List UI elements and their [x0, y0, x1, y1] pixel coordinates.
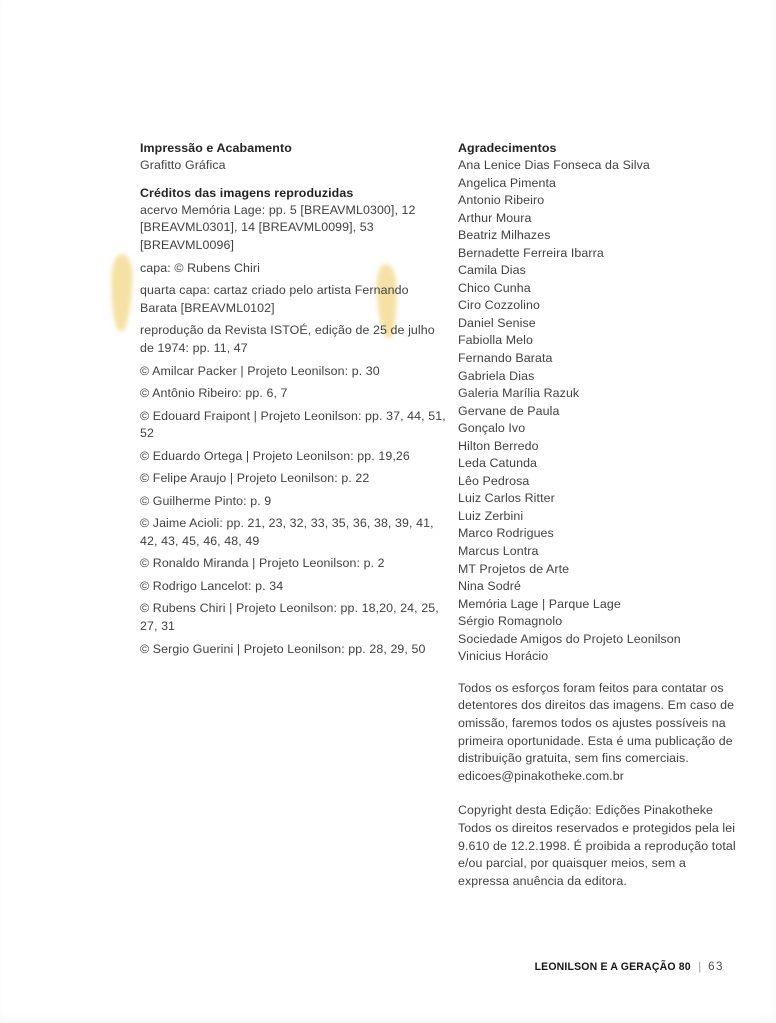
credit-entry: © Edouard Fraipont | Projeto Leonilson: pp. 37, 44, 51, 52	[140, 408, 446, 441]
acknowledged-name: Luiz Carlos Ritter	[458, 491, 555, 506]
credits-heading: Créditos das imagens reproduzidas	[140, 185, 354, 200]
highlight-mark	[110, 254, 134, 333]
acknowledged-name: Beatriz Milhazes	[458, 228, 551, 243]
acknowledged-name: Antonio Ribeiro	[458, 193, 545, 208]
footer-separator: |	[698, 960, 702, 973]
credit-entry: © Jaime Acioli: pp. 21, 23, 32, 33, 35, 36, 38, 39, 41, 42, 43, 45, 46, 48, 49	[140, 516, 434, 548]
copyright-notice: Copyright desta Edição: Edições Pinakotheke Todos os direitos reservados e protegidos pela lei 9.610 de 12.2.1998. É proibida a reprodução total e/ou parcial, por quaisquer meios, sem a expressa anuência da editora.	[458, 803, 736, 888]
printing-company: Grafitto Gráfica	[140, 158, 226, 172]
acknowledged-name: Galeria Marília Razuk	[458, 386, 580, 401]
acknowledged-name: Fernando Barata	[458, 351, 553, 366]
acknowledged-name: Ciro Cozzolino	[458, 298, 540, 313]
acknowledged-name: Sociedade Amigos do Projeto Leonilson	[458, 631, 681, 646]
credit-entry: © Antônio Ribeiro: pp. 6, 7	[140, 386, 288, 401]
acknowledged-name: Nina Sodré	[458, 579, 521, 594]
acknowledged-name: MT Projetos de Arte	[458, 561, 570, 576]
acknowledged-name: Hilton Berredo	[458, 438, 539, 453]
acknowledged-name: Leda Catunda	[458, 456, 538, 471]
acknowledged-name: Vinicius Horácio	[458, 649, 549, 664]
acknowledged-name: Arthur Moura	[458, 210, 532, 225]
acknowledged-name: Angelica Pimenta	[458, 175, 557, 190]
page-number: 63	[708, 960, 724, 973]
credit-entry: © Guilherme Pinto: p. 9	[140, 493, 272, 508]
acknowledged-name: Memória Lage | Parque Lage	[458, 596, 621, 611]
printing-heading: Impressão e Acabamento	[140, 141, 292, 155]
credit-entry: © Amilcar Packer | Projeto Leonilson: p. 30	[140, 363, 380, 378]
credit-entry: acervo Memória Lage: pp. 5 [BREAVML0300], 12 [BREAVML0301], 14 [BREAVML0099], 53 [BREAVML0096]	[140, 202, 416, 253]
credit-entry: © Rubens Chiri | Projeto Leonilson: pp. 18,20, 24, 25, 27, 31	[140, 601, 439, 634]
credits-list	[140, 202, 446, 659]
acknowledged-name: Bernadette Ferreira Ibarra	[458, 245, 604, 260]
credit-entry: © Ronaldo Miranda | Projeto Leonilson: p. 2	[140, 556, 385, 571]
acknowledgements-list	[458, 157, 736, 666]
acknowledged-name: Gonçalo Ivo	[458, 421, 526, 436]
colophon-column	[140, 139, 446, 663]
acknowledged-name: Camila Dias	[458, 263, 526, 278]
acknowledged-name: Marco Rodrigues	[458, 526, 554, 541]
acknowledged-name: Luiz Zerbini	[458, 508, 524, 523]
credit-entry: © Rodrigo Lancelot: p. 34	[140, 578, 284, 593]
credit-entry: quarta capa: cartaz criado pelo artista Fernando Barata [BREAVML0102]	[140, 283, 409, 315]
acknowledged-name: Fabiolla Melo	[458, 333, 533, 348]
acknowledged-name: Sérgio Romagnolo	[458, 614, 563, 629]
credit-entry: © Eduardo Ortega | Projeto Leonilson: pp. 19,26	[140, 448, 410, 463]
rights-notice: Todos os esforços foram feitos para contatar os detentores dos direitos das imagens. Em caso de omissão, faremos todos os ajustes possíveis na primeira oportunidade. Esta é uma publicação de distribuição gratuita, sem fins comerciais. edicoes@pinakotheke.com.br	[458, 680, 735, 783]
acknowledged-name: Daniel Senise	[458, 315, 536, 330]
page-footer	[521, 960, 724, 973]
acknowledged-name: Ana Lenice Dias Fonseca da Silva	[458, 158, 650, 172]
acknowledgements-heading: Agradecimentos	[458, 141, 557, 155]
acknowledged-name: Gabriela Dias	[458, 368, 535, 383]
acknowledged-name: Chico Cunha	[458, 280, 531, 295]
credit-entry: reprodução da Revista ISTOÉ, edição de 25 de julho de 1974: pp. 11, 47	[140, 323, 435, 356]
book-title: LEONILSON E A GERAÇÃO 80	[535, 960, 692, 973]
acknowledged-name: Lêo Pedrosa	[458, 473, 530, 488]
acknowledgements-column	[458, 139, 736, 890]
acknowledged-name: Gervane de Paula	[458, 403, 560, 418]
credit-entry: © Sergio Guerini | Projeto Leonilson: pp. 28, 29, 50	[140, 641, 426, 656]
acknowledged-name: Marcus Lontra	[458, 544, 539, 559]
credit-entry: capa: © Rubens Chiri	[140, 260, 260, 275]
credit-entry: © Felipe Araujo | Projeto Leonilson: p. 22	[140, 471, 370, 486]
